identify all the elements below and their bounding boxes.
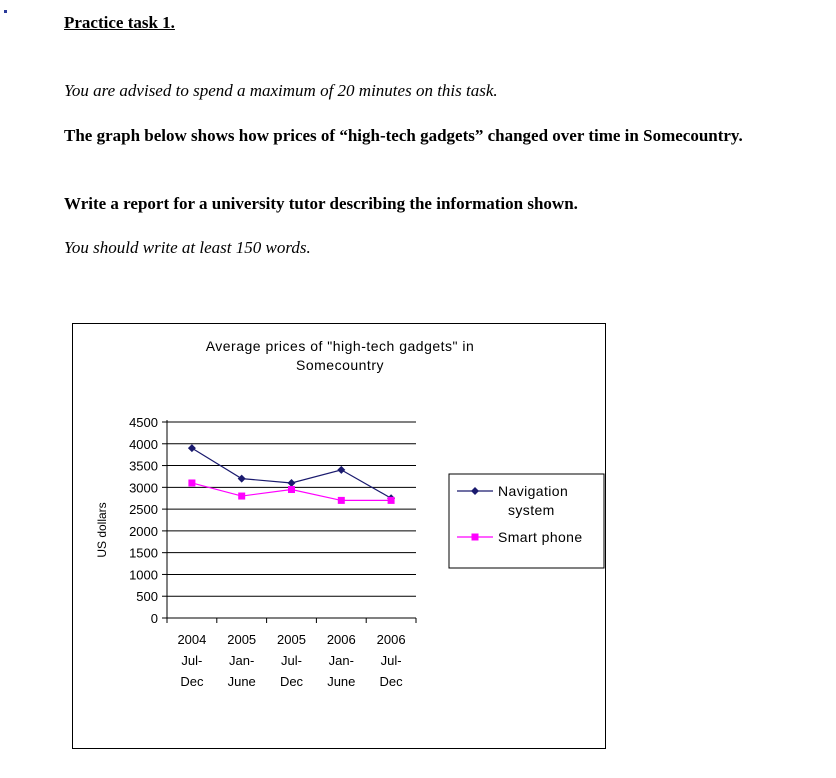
x-tick-label: 2004: [177, 632, 207, 647]
data-point-square: [188, 479, 195, 486]
data-point-diamond: [238, 475, 246, 483]
y-axis-label: US dollars: [95, 502, 109, 558]
y-tick-label: 3000: [129, 480, 158, 496]
data-point-square: [288, 486, 295, 493]
y-tick-label: 0: [150, 611, 158, 626]
word-count-requirement: You should write at least 150 words.: [64, 238, 311, 257]
data-point-square: [388, 497, 395, 504]
x-tick-label: Jan-: [229, 653, 255, 668]
corner-mark: [4, 10, 7, 13]
task-instruction: Write a report for a university tutor describing the information shown.: [64, 194, 578, 213]
x-tick-label: Jan-: [328, 653, 354, 668]
y-tick-label: 3500: [129, 458, 158, 474]
x-tick-label: June: [227, 674, 256, 689]
x-tick-label: Dec: [279, 674, 304, 689]
chart-title-line: Somecountry: [296, 357, 384, 373]
y-tick-label: 1500: [129, 545, 158, 561]
time-advice: You are advised to spend a maximum of 20 minutes on this task.: [64, 81, 498, 100]
chart-title-line: Average prices of "high-tech gadgets" in: [205, 338, 475, 354]
x-tick-label: Jul-: [181, 653, 203, 668]
x-tick-label: Dec: [379, 674, 403, 689]
x-tick-label: 2006: [376, 632, 406, 647]
y-tick-label: 500: [136, 589, 158, 605]
data-point-diamond: [288, 479, 296, 487]
data-point-square: [238, 493, 245, 500]
x-tick-label: 2005: [277, 632, 306, 647]
x-tick-label: June: [327, 674, 356, 689]
chart-frame: [72, 323, 606, 749]
x-tick-label: Jul-: [380, 653, 402, 668]
x-tick-label: Dec: [180, 674, 204, 689]
data-point-diamond: [188, 444, 196, 452]
data-point-square: [338, 497, 345, 504]
y-tick-label: 1000: [129, 567, 158, 583]
x-tick-label: Jul-: [281, 653, 302, 668]
legend-marker-square: [472, 534, 479, 541]
x-tick-label: 2005: [227, 632, 257, 647]
task-heading: Practice task 1.: [64, 13, 175, 32]
y-tick-label: 4500: [129, 415, 158, 430]
legend-label: system: [508, 502, 555, 518]
y-tick-label: 4000: [129, 436, 158, 452]
legend-label: Navigation: [498, 483, 569, 499]
x-tick-label: 2006: [326, 632, 356, 647]
task-prompt: The graph below shows how prices of “high-tech gadgets” changed over time in Somecountry.: [64, 126, 743, 145]
line-chart: [73, 324, 607, 750]
legend-label: Smart phone: [498, 529, 583, 545]
data-point-diamond: [337, 466, 345, 474]
y-tick-label: 2000: [129, 523, 158, 539]
y-tick-label: 2500: [129, 502, 158, 518]
